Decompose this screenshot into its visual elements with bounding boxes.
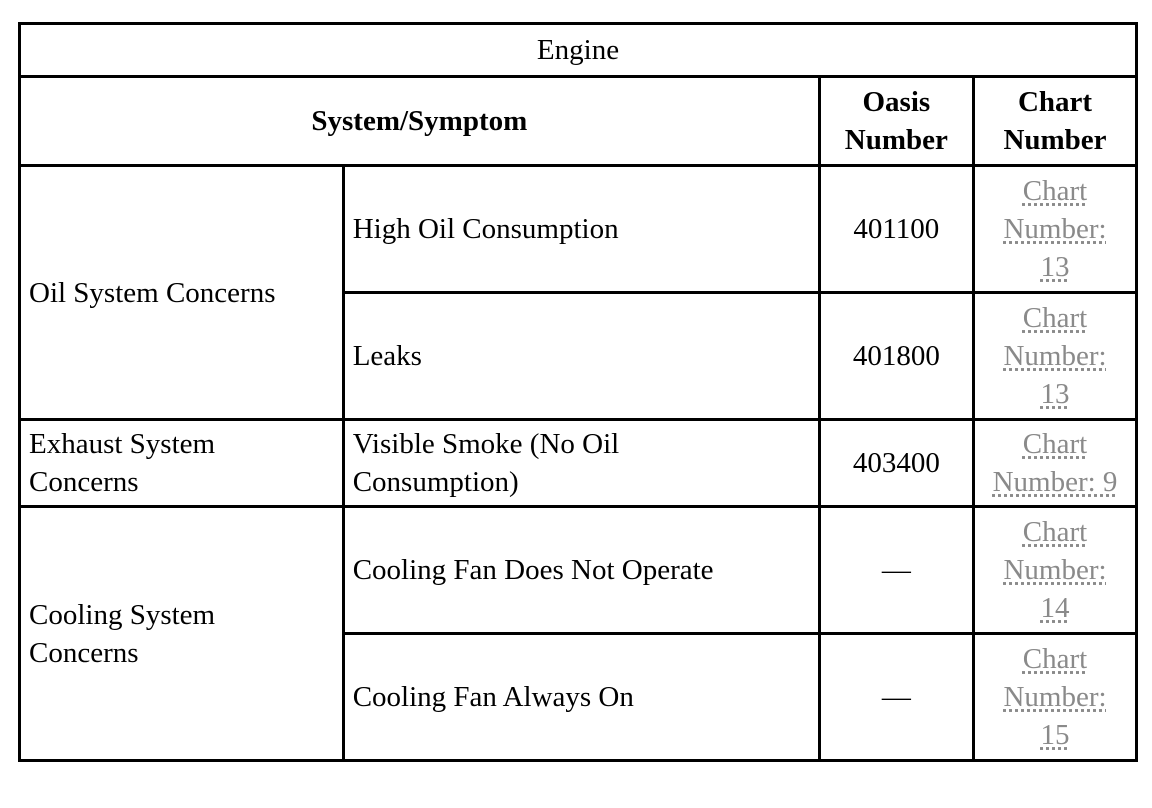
chart-number-link-15[interactable]	[1003, 640, 1106, 754]
header-oasis-number	[819, 77, 973, 166]
header-oasis-line1: Oasis	[862, 86, 931, 118]
oasis-number-cell: 403400	[819, 420, 973, 507]
system-line1: Cooling System	[29, 598, 216, 631]
header-system-symptom: System/Symptom	[20, 77, 820, 166]
chart-number-link-13[interactable]	[1003, 299, 1106, 413]
system-cell-cooling	[20, 507, 344, 761]
chart-number-link-9[interactable]	[993, 425, 1118, 501]
chart-link-line2: Number:	[1003, 554, 1107, 586]
system-line2: Concerns	[29, 466, 139, 498]
chart-number-cell	[974, 293, 1137, 420]
oasis-number-cell: 401800	[819, 293, 973, 420]
chart-link-line1: Chart	[1022, 175, 1088, 207]
chart-link-line3: 15	[1040, 719, 1070, 751]
symptom-cell: High Oil Consumption	[343, 166, 819, 293]
system-cell-exhaust	[20, 420, 344, 507]
header-chart-line2: Number	[1003, 124, 1107, 156]
chart-link-line1: Chart	[1022, 516, 1088, 548]
symptom-line1: Visible Smoke (No Oil	[352, 428, 620, 460]
system-line1: Exhaust System	[29, 428, 216, 460]
chart-number-cell	[974, 634, 1137, 761]
chart-link-line3: 13	[1040, 378, 1070, 410]
system-cell-oil: Oil System Concerns	[20, 166, 344, 420]
symptom-cell: Cooling Fan Always On	[343, 634, 819, 761]
chart-number-cell	[974, 507, 1137, 634]
oasis-number-cell: —	[819, 507, 973, 634]
engine-symptom-table	[18, 22, 1138, 762]
table-row	[20, 420, 1137, 507]
chart-link-line1: Chart	[1022, 643, 1088, 675]
chart-number-link-13[interactable]	[1003, 172, 1106, 286]
chart-link-line2: Number:	[1003, 340, 1107, 372]
chart-link-line1: Chart	[1022, 302, 1088, 334]
system-line2: Concerns	[29, 636, 139, 669]
header-chart-number	[974, 77, 1137, 166]
table-row	[20, 507, 1137, 634]
symptom-line2: Consumption)	[352, 466, 519, 498]
symptom-cell	[343, 420, 819, 507]
table-caption: Engine	[20, 24, 1137, 77]
chart-link-line3: 14	[1040, 592, 1070, 624]
chart-link-line2: Number:	[1003, 681, 1107, 713]
document-page	[18, 22, 1138, 762]
header-chart-line1: Chart	[1017, 86, 1093, 118]
table-row	[20, 166, 1137, 293]
chart-link-line3: 13	[1040, 251, 1070, 283]
oasis-number-cell: 401100	[819, 166, 973, 293]
chart-link-line2: Number: 9	[992, 466, 1118, 498]
table-caption-row	[20, 24, 1137, 77]
chart-number-cell	[974, 166, 1137, 293]
oasis-number-cell: —	[819, 634, 973, 761]
header-oasis-line2: Number	[844, 124, 948, 156]
chart-number-link-14[interactable]	[1003, 513, 1106, 627]
chart-number-cell	[974, 420, 1137, 507]
symptom-cell: Leaks	[343, 293, 819, 420]
chart-link-line2: Number:	[1003, 213, 1107, 245]
table-header-row	[20, 77, 1137, 166]
chart-link-line1: Chart	[1022, 428, 1088, 460]
symptom-cell: Cooling Fan Does Not Operate	[343, 507, 819, 634]
